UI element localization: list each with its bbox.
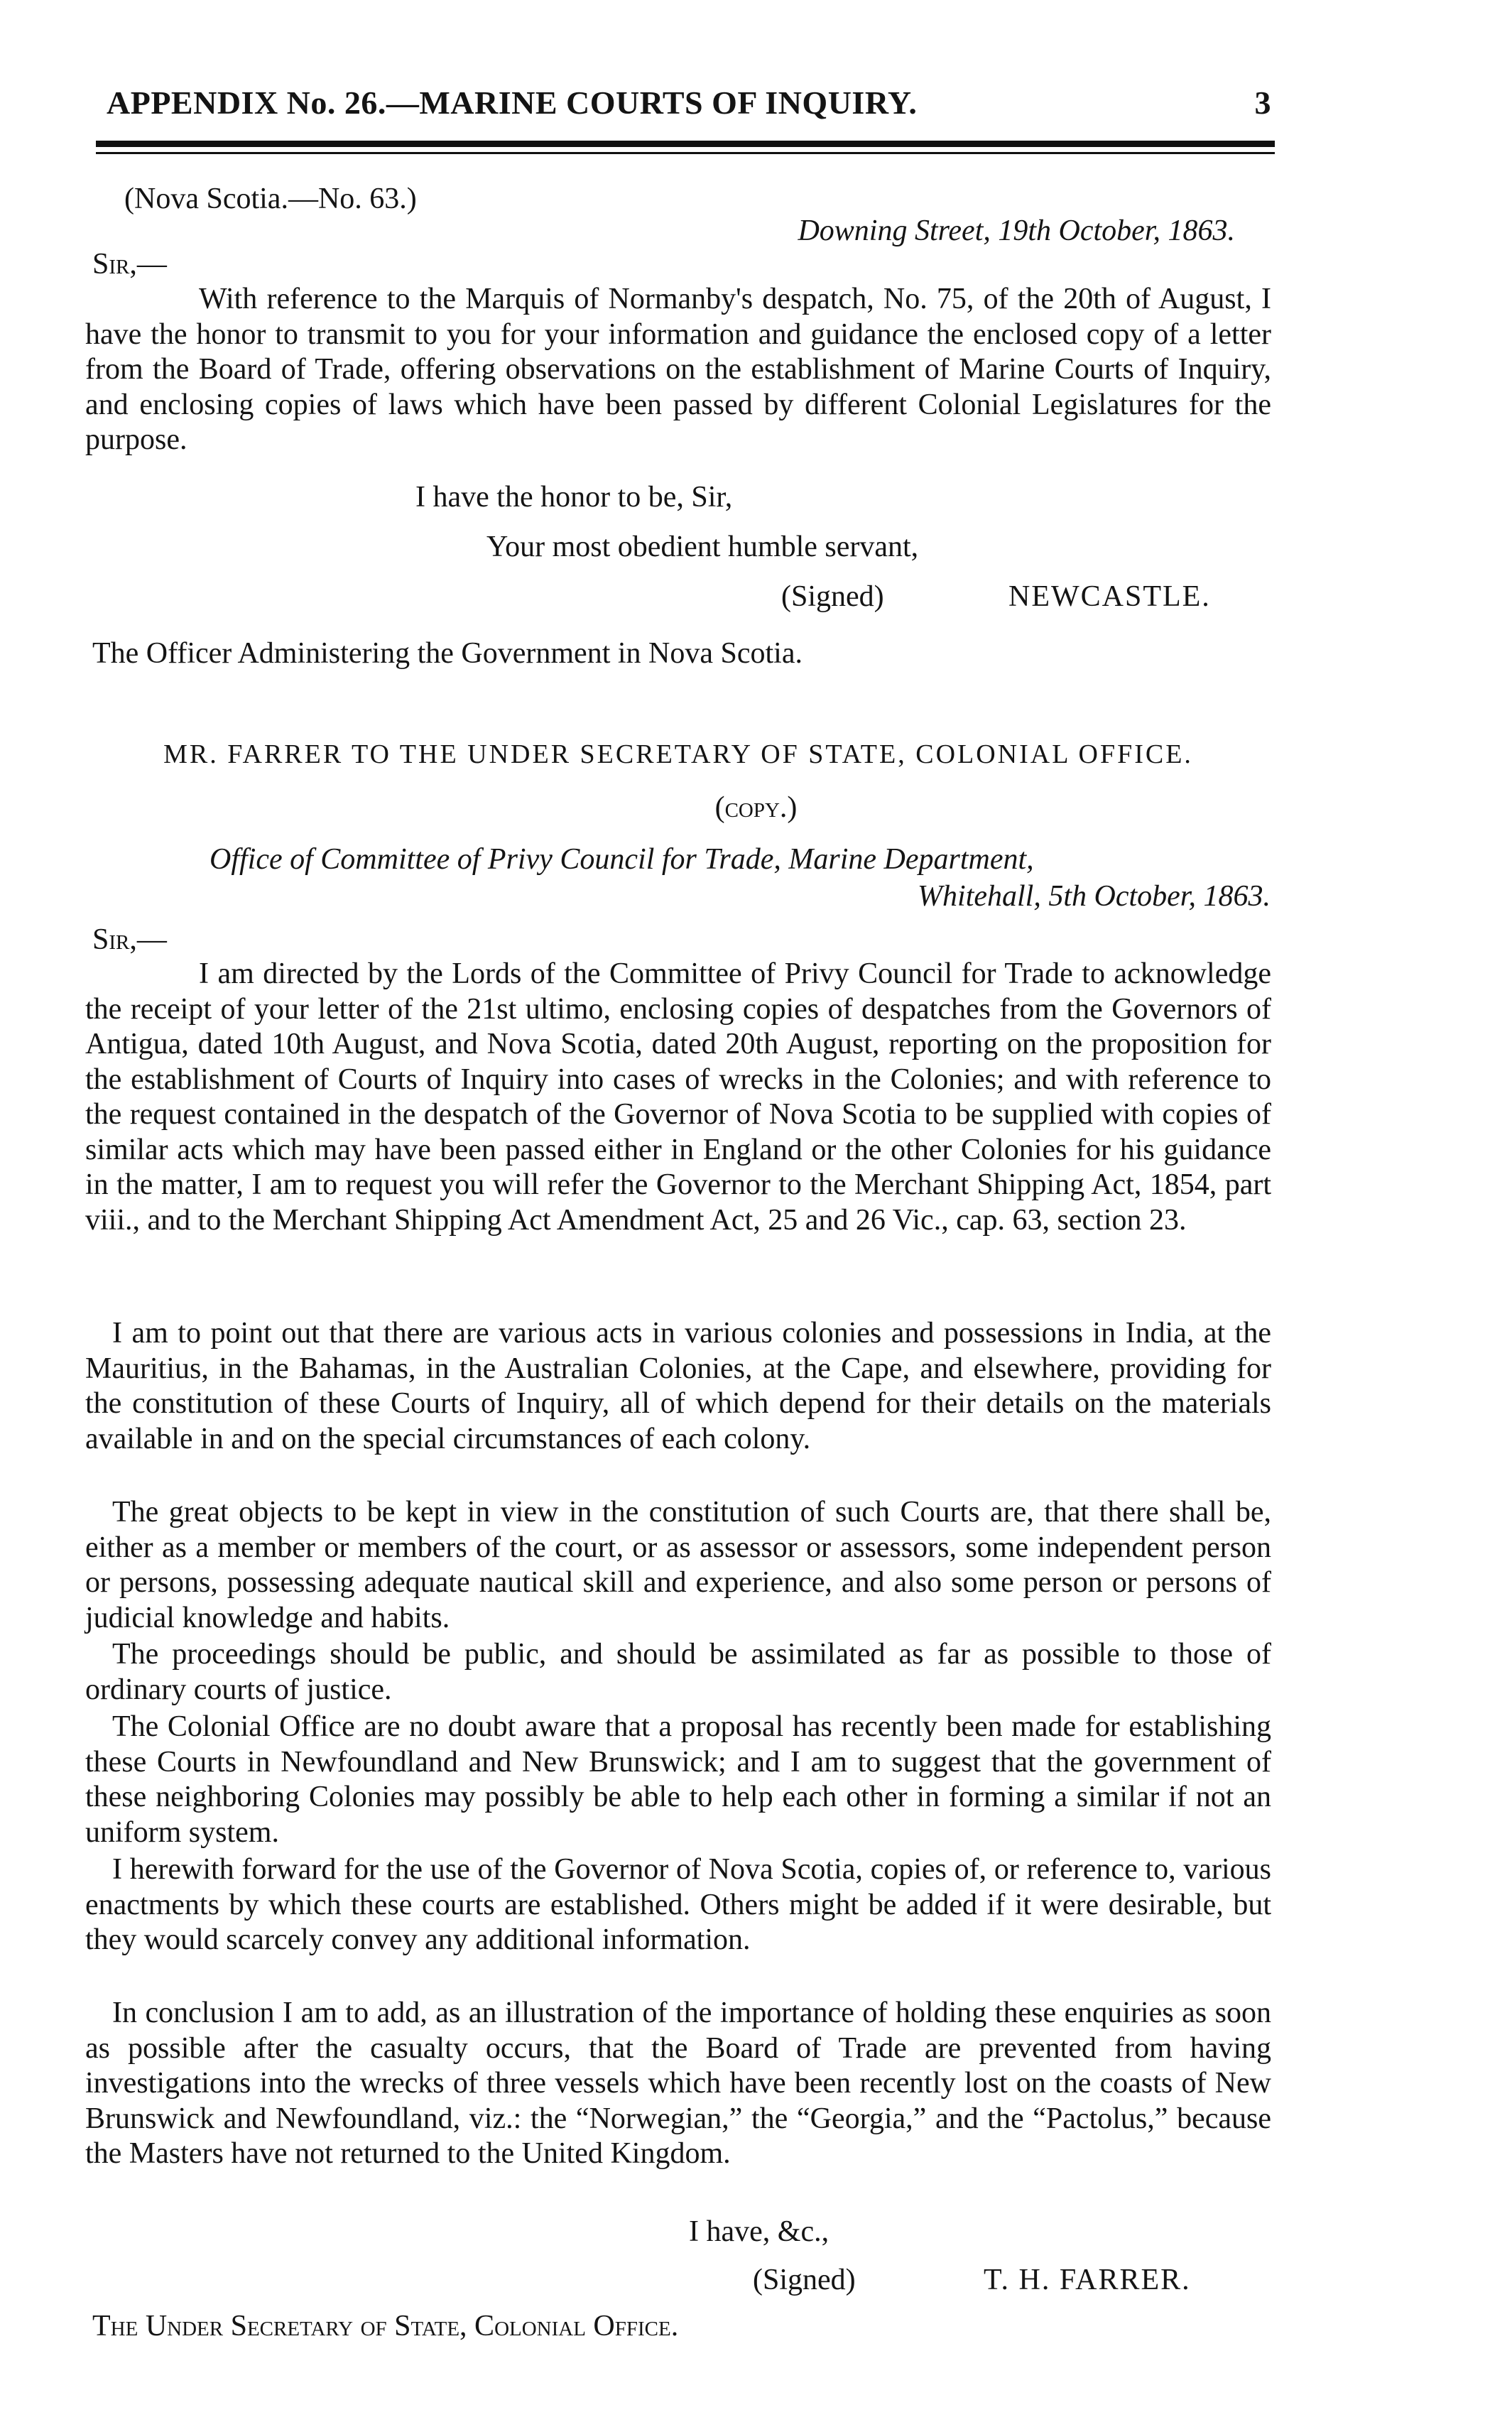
letter-office-line-2: Whitehall, 5th October, 1863. — [918, 880, 1271, 913]
despatch-salutation: Sir,— — [92, 248, 167, 281]
header-rule-thin — [96, 152, 1275, 154]
letter-heading: MR. FARRER TO THE UNDER SECRETARY OF STATE, COLONIAL OFFICE. — [163, 739, 1193, 769]
letter-paragraph-1: I am directed by the Lords of the Committee of Privy Council for Trade to acknowledge the receipt of your letter of the 21st ultimo, enclosing copies of despatches from the Governors of Antigua, dated 10th August, and Nova Scotia, dated 20th August, reporting on the proposition for the establishment of Courts of Inquiry into cases of wrecks in the Colonies; and with reference to the request contained in the despatch of the Governor of Nova Scotia to be supplied with copies of similar acts which may have been passed either in England or the other Colonies for his guidance in the matter, I am to request you will refer the Governor to the Merchant Shipping Act, 1854, part viii., and to the Merchant Shipping Act Amendment Act, 25 and 26 Vic., cap. 63, section 23. — [85, 957, 1271, 1237]
letter-office-line-1: Office of Committee of Privy Council for Trade, Marine Department, — [210, 843, 1034, 876]
letter-closing: I have, &c., — [689, 2215, 830, 2248]
despatch-place-date: Downing Street, 19th October, 1863. — [798, 215, 1235, 247]
letter-signatory: T. H. FARRER. — [984, 2264, 1191, 2296]
letter-addressee: The Under Secretary of State, Colonial Office. — [92, 2310, 679, 2342]
letter-signed-label: (Signed) — [753, 2264, 856, 2296]
letter-copy-label: (copy.) — [714, 791, 798, 824]
despatch-closing-2: Your most obedient humble servant, — [486, 531, 919, 563]
running-head — [107, 84, 1271, 121]
letter-paragraph-4: The proceedings should be public, and should be assimilated as far as possible to those of ordinary courts of justice. — [85, 1638, 1271, 1706]
letter-paragraph-7: In conclusion I am to add, as an illustration of the importance of holding these enquiries as soon as possible after the casualty occurs, that the Board of Trade are prevented from having investigations into the wrecks of three vessels which have been recently lost on the coasts of New Brunswick and Newfoundland, viz.: the “Norwegian,” the “Georgia,” and the “Pactolus,” because the Masters have not returned to the United Kingdom. — [85, 1997, 1271, 2170]
despatch-signatory: NEWCASTLE. — [1008, 580, 1211, 613]
despatch-body: With reference to the Marquis of Normanby's despatch, No. 75, of the 20th of August, I have the honor to transmit to you for your information and guidance the enclosed copy of a letter from the Board of Trade, offering observations on the establishment of Marine Courts of Inquiry, and enclosing copies of laws which have been passed by different Colonial Legislatures for the purpose. — [85, 283, 1271, 456]
despatch-signed-label: (Signed) — [781, 580, 884, 613]
header-rule-thick — [96, 141, 1275, 147]
page-number: 3 — [1254, 85, 1271, 121]
letter-paragraph-3: The great objects to be kept in view in the constitution of such Courts are, that there shall be, either as a member or members of the court, or as assessor or assessors, some independent person or persons, possessing adequate nautical skill and experience, and also some person or persons of judicial knowledge and habits. — [85, 1496, 1271, 1634]
letter-paragraph-6: I herewith forward for the use of the Governor of Nova Scotia, copies of, or reference to, various enactments by which these courts are established. Others might be added if it were desirable, but they would scarcely convey any additional information. — [85, 1853, 1271, 1956]
despatch-closing-1: I have the honor to be, Sir, — [415, 481, 733, 514]
despatch-addressee: The Officer Administering the Government in Nova Scotia. — [92, 637, 803, 670]
despatch-reference: (Nova Scotia.—No. 63.) — [124, 183, 417, 215]
letter-salutation: Sir,— — [92, 923, 167, 956]
letter-paragraph-5: The Colonial Office are no doubt aware that a proposal has recently been made for establishing these Courts in Newfoundland and New Brunswick; and I am to suggest that the government of these neighboring Colonies may possibly be able to help each other in forming a similar if not an uniform system. — [85, 1710, 1271, 1849]
running-head-title: APPENDIX No. 26.—MARINE COURTS OF INQUIRY. — [107, 85, 918, 121]
letter-paragraph-2: I am to point out that there are various acts in various colonies and possessions in India, at the Mauritius, in the Bahamas, in the Australian Colonies, at the Cape, and elsewhere, providing for the constitution of these Courts of Inquiry, all of which depend for their details on the materials available in and on the special circumstances of each colony. — [85, 1317, 1271, 1455]
